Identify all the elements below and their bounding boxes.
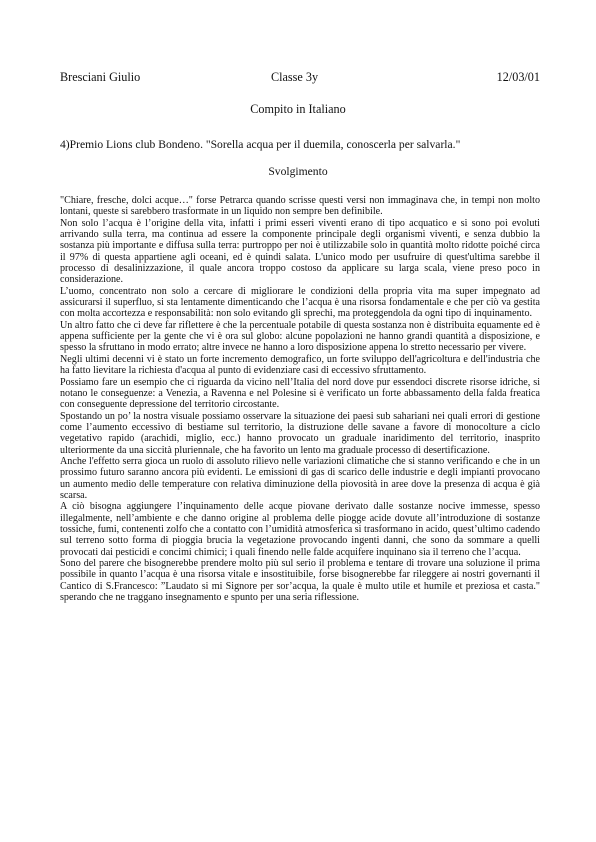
class-label: Classe 3y — [271, 70, 319, 84]
essay-body — [60, 195, 540, 603]
paragraph: Non solo l’acqua è l’origine della vita, infatti i primi esseri viventi erano di tipo acquatico e si sono poi evoluti arrivando sulla terra, ma continua ad essere la componente principale degli organismi viventi, e senza dubbio la sostanza più importante e diffusa sulla terra: purtroppo per noi è utilizzabile solo in quantità molto ridotte poiché circa il 97% di questa appartiene agli oceani, ed è quindi salata. L'unico modo per usufruire di quest'ultima sarebbe il processo di desalinizzazione, il quale ancora troppo costoso da applicare su larga scala, viene preso poco in considerazione. — [60, 217, 540, 286]
student-name: Bresciani Giulio — [60, 70, 141, 84]
paragraph: "Chiare, fresche, dolci acque…" forse Petrarca quando scrisse questi versi non immaginava che, in tempi non molto lontani, queste si sarebbero trasformate in un liquido non sempre ben definibile. — [60, 195, 540, 218]
document-header — [60, 70, 540, 86]
paragraph: Negli ultimi decenni vi è stato un forte incremento demografico, un forte sviluppo dell'agricoltura e dell'industria che ha fatto lievitare la richiesta d'acqua al punto di evidenziare casi di eccessivo sfruttamento. — [60, 353, 540, 377]
paragraph: Anche l'effetto serra gioca un ruolo di assoluto rilievo nelle variazioni climatiche che si stanno verificando e che in un prossimo futuro saranno ancora più evidenti. Le emissioni di gas di scarico delle industrie e degli impianti provocano un aumento medio delle temperature con relativa diminuzione della piovosità in aree dove la presenza di acqua è già scarsa. — [60, 455, 540, 501]
document-title: Compito in Italiano — [250, 102, 346, 116]
paragraph: Spostando un po’ la nostra visuale possiamo osservare la situazione dei paesi sub sahariani nei quali errori di gestione come l’aumento eccessivo di bestiame sul territorio, la distruzione delle savane a favore di monocolture a ciclo vegetativo rapido (arachidi, miglio, ecc.) hanno provocato un graduale inaridimento del territorio, inasprito ulteriormente da una siccità pluriennale, che ha favorito un lento ma graduale processo di desertificazione. — [60, 410, 540, 456]
paragraph: A ciò bisogna aggiungere l’inquinamento delle acque piovane derivato dalle sostanze nocive immesse, spesso illegalmente, nell’ambiente e che danno origine al problema delle piogge acide dovute all’introduzione di sostanze tossiche, fumi, contenenti zolfo che a contatto con l’umidità atmosferica si trasformano in acido, quest’ultimo cadendo sul terreno sotto forma di pioggia brucia la vegetazione provocando ingenti danni, che sono da sommare a quelli provocati dai pesticidi e concimi chimici; i quali finendo nelle falde acquifere inquinano sia il terreno che l’acqua. — [60, 501, 540, 558]
paragraph: L’uomo, concentrato non solo a cercare di migliorare le condizioni della propria vita ma super impegnato ad assicurarsi il superfluo, si sta lentamente dimenticando che l’acqua è una risorsa fondamentale e che per ciò va gestita con molta accortezza e responsabilità: non solo evitando gli sprechi, ma proteggendola da ogni tipo di inquinamento. — [60, 285, 540, 320]
section-title: Svolgimento — [268, 165, 328, 178]
paragraph: Sono del parere che bisognerebbe prendere molto più sul serio il problema e tentare di trovare una soluzione il prima possibile in quanto l’acqua è una risorsa vitale e insostituibile, forse bisognerebbe far rileggere ai nostri governanti il Cantico di S.Francesco: ”Laudato si mi Signore per sor’acqua, la quale è multo utile et humile et preziosa et casta." sperando che ne traggano insegnamento e spunto per una seria riflessione. — [60, 558, 540, 604]
paragraph: Un altro fatto che ci deve far riflettere è che la percentuale potabile di questa sostanza non è distribuita equamente ed è appena sufficiente per la gente che vi è ora sul globo: alcune popolazioni ne hanno grandi quantità a disposizione, e spesso la sfruttano in modo errato; altre invece ne hanno a loro disposizione appena lo stretto necessario per vivere. — [60, 319, 540, 354]
paragraph: Possiamo fare un esempio che ci riguarda da vicino nell’Italia del nord dove pur essendoci discrete risorse idriche, si notano le conseguenze: a Venezia, a Ravenna e nel Polesine si è verificato un forte abbassamento della falda freatica con conseguente depressione del territorio circostante. — [60, 376, 540, 411]
assignment-prompt: 4)Premio Lions club Bondeno. "Sorella acqua per il duemila, conoscerla per salvarla." — [60, 138, 461, 151]
document-date: 12/03/01 — [496, 70, 540, 84]
